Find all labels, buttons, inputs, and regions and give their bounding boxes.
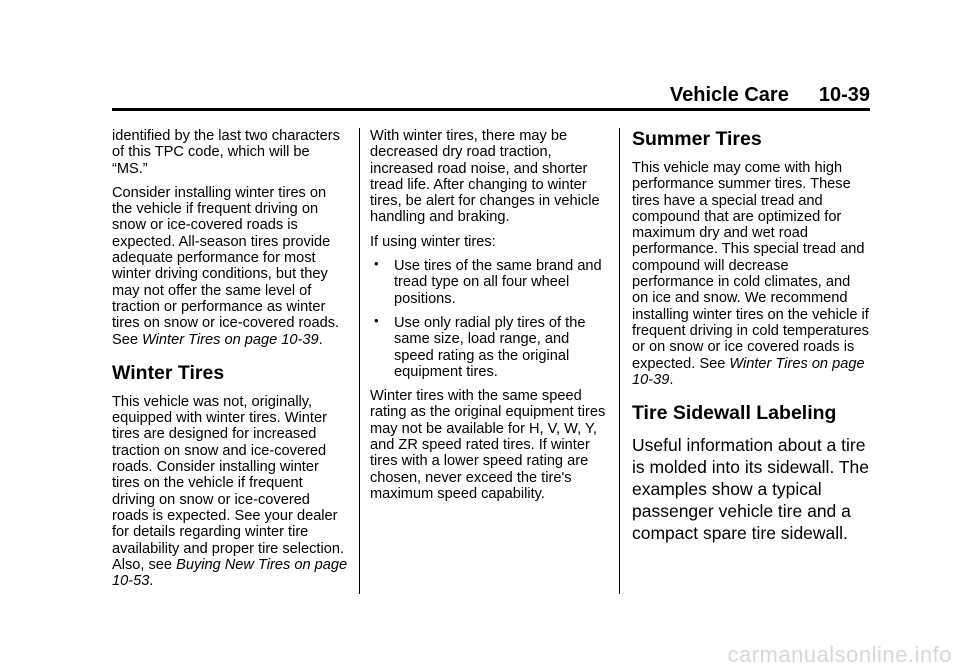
heading-winter-tires: Winter Tires	[112, 361, 225, 384]
cross-reference-link[interactable]: Winter Tires on page 10-39	[142, 331, 319, 348]
heading-tire-sidewall-labeling: Tire Sidewall Labeling	[632, 402, 837, 425]
column-3	[632, 128, 870, 552]
cross-reference-link[interactable]: Winter Tires on page 10-39	[632, 355, 865, 388]
paragraph: With winter tires, there may be decreased dry road traction, increased road noise, and shorter tread life. After changing to winter tires, be alert for changes in vehicle handling and braking.	[370, 128, 600, 226]
heading-summer-tires: Summer Tires	[632, 128, 762, 150]
header-rule	[112, 108, 870, 111]
paragraph: Useful information about a tire is molded into its sidewall. The examples show a typical passenger vehicle tire and a compact spare tire sidewall.	[632, 435, 870, 544]
paragraph: If using winter tires:	[370, 233, 496, 250]
bullet-list	[370, 258, 610, 380]
page-header	[112, 84, 870, 107]
paragraph: This vehicle was not, originally, equipped with winter tires. Winter tires are designed for increased traction on snow and ice-covered roads. Consider installing winter tires on the vehicle if frequent driving on snow or ice-covered roads is expected. See your dealer for details regarding winter tire availability and proper tire selection. Also, see Buying New Tires on page 10-53.	[112, 393, 348, 590]
page-number: 10-39	[818, 84, 870, 106]
list-item: • Use tires of the same brand and tread type on all four wheel positions.	[374, 256, 602, 307]
list-item: • Use only radial ply tires of the same size, load range, and speed rating as the original equipment tires.	[374, 312, 586, 380]
paragraph: identified by the last two characters of this TPC code, which will be “MS.”	[112, 128, 340, 177]
cross-reference-link[interactable]: Buying New Tires on page 10-53	[112, 556, 348, 590]
watermark: carmanualsonline.info	[727, 642, 952, 667]
column-1	[112, 128, 348, 597]
column-2	[370, 128, 610, 510]
bullet-icon: •	[374, 256, 379, 272]
column-divider	[619, 128, 620, 594]
paragraph: Winter tires with the same speed rating as the original equipment tires may not be available for H, V, W, Y, and ZR speed rated tires. If winter tires with a lower speed rating are chosen, never exceed the tire's maximum speed capability.	[370, 388, 606, 502]
paragraph: Consider installing winter tires on the vehicle if frequent driving on snow or ice-covered roads is expected. All-season tires provide adequate performance for most winter driving conditions, but they may not offer the same level of traction or performance as winter tires on snow or ice-covered roads. See Winter Tires on page 10-39.	[112, 184, 340, 348]
section-title: Vehicle Care	[669, 84, 789, 106]
bullet-icon: •	[374, 312, 379, 328]
column-divider	[359, 128, 360, 594]
paragraph: This vehicle may come with high performance summer tires. These tires have a special tread and compound that are optimized for maximum dry and wet road performance. This special tread and compound will decrease performance in cold climates, and on ice and snow. We recommend installing winter tires on the vehicle if frequent driving in cold temperatures or on snow or ice covered roads is expected. See Winter Tires on page 10-39.	[632, 160, 869, 388]
